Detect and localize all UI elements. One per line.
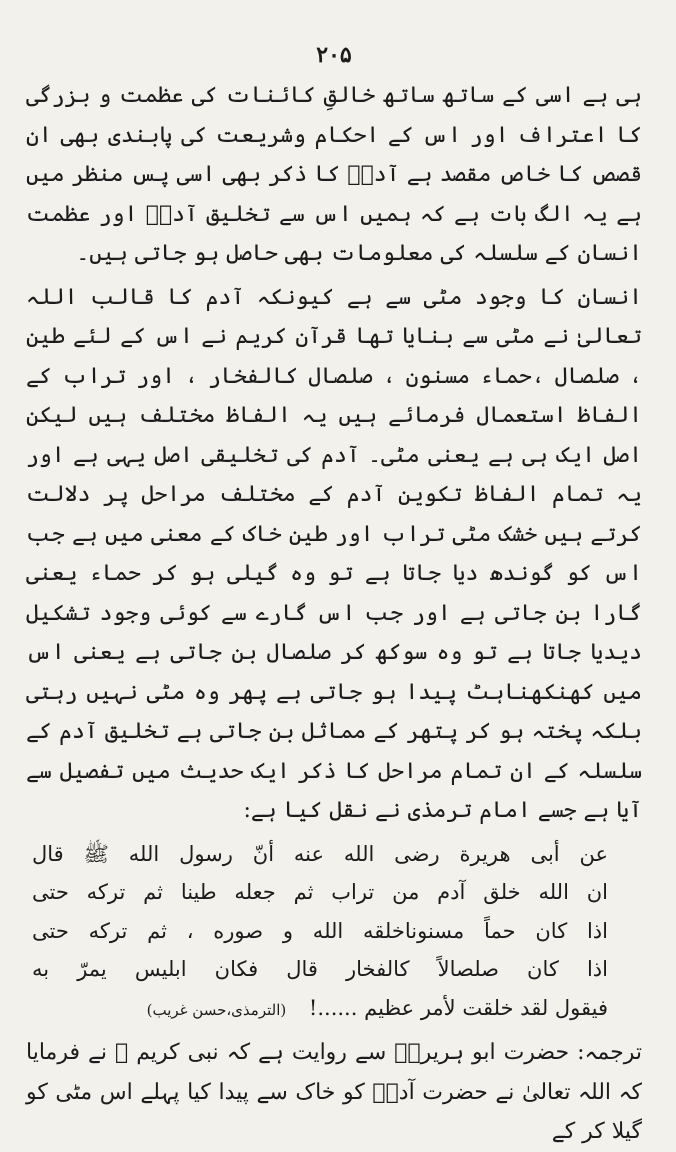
hadith-line-4: اذا كان صلصالاً كالفخار قال فكان ابليس يمرّ به <box>32 957 608 981</box>
page-number: ۲۰۵ <box>316 42 352 68</box>
translation-paragraph: ترجمہ: حضرت ابو ہریرہؓ سے روایت ہے کہ نبی کریم ﷺ نے فرمایا کہ اللہ تعالیٰ نے حضرت آدمؑ کو خاک سے پیدا کیا پہلے اس مٹی کو گیلا کر کے <box>26 1040 642 1144</box>
hadith-line-2: ان الله خلق آدم من تراب ثم جعله طينا ثم تركه حتی <box>32 880 608 904</box>
hadith-text-end: فيقول لقد خلقت لأمر عظيم ......! <box>308 995 608 1020</box>
paragraph-intro: ہی ہے اسی کے ساتھ ساتھ خالقِ کائنات کی عظمت و بزرگی کا اعتراف اور اس کے احکام وشریعت کی پابندی بھی ان قصص کا خاص مقصد ہے آدمؑ کا ذکر بھی اسی پس منظر میں ہے یہ الگ بات ہے کہ ہمیں اس سے تخلیق آدمؑ اور عظمت انسان کے سلسلہ کی معلومات بھی حاصل ہو جاتی ہیں۔ <box>26 83 642 266</box>
hadith-reference: (الترمذی،حسن غریب) <box>146 1000 287 1019</box>
hadith-line-5 <box>32 989 608 1030</box>
hadith-block <box>26 835 642 1030</box>
paragraph-creation-of-adam: انسان کا وجود مٹی سے ہے کیونکہ آدم کا قالب اللہ تعالیٰ نے مٹی سے بنایا تھا قرآن کریم نے اس کے لئے طین ، صلصال ،حماء مسنون ، صلصال کالفخار ، اور تراب کے الفاظ استعمال فرمائے ہیں یہ الفاظ مختلف ہیں لیکن اصل ایک ہی ہے یعنی مٹی۔ آدم کی تخلیقی اصل یہی ہے اور یہ تمام الفاظ تکوین آدم کے مختلف مراحل پر دلالت کرتے ہیں خشک مٹی تراب اور طین خاک کے معنی میں ہے جب اس کو گوندھ دیا جاتا ہے تو وہ گیلی ہو کر حماء یعنی گارا بن جاتی ہے اور جب اس گارے سے کوئی وجود تشکیل دیدیا جاتا ہے تو وہ سوکھ کر صلصال بن جاتی ہے یعنی اس میں کھنکھناہٹ پیدا ہو جاتی ہے پھر وہ مٹی نہیں رہتی بلکہ پختہ ہو کر پتھر کے مماثل بن جاتی ہے تخلیق آدم کے سلسلہ کے ان تمام مراحل کا ذکر ایک حدیث میں تفصیل سے آیا ہے جسے امام ترمذی نے نقل کیا ہے: <box>26 284 642 823</box>
hadith-line-1: عن أبی هريرة رضی الله عنه أنّ رسول الله ﷺ قال <box>32 841 608 866</box>
hadith-line-3: اذا كان حماً مسنوناخلقه الله و صوره ، ثم تركه حتی <box>32 918 608 943</box>
